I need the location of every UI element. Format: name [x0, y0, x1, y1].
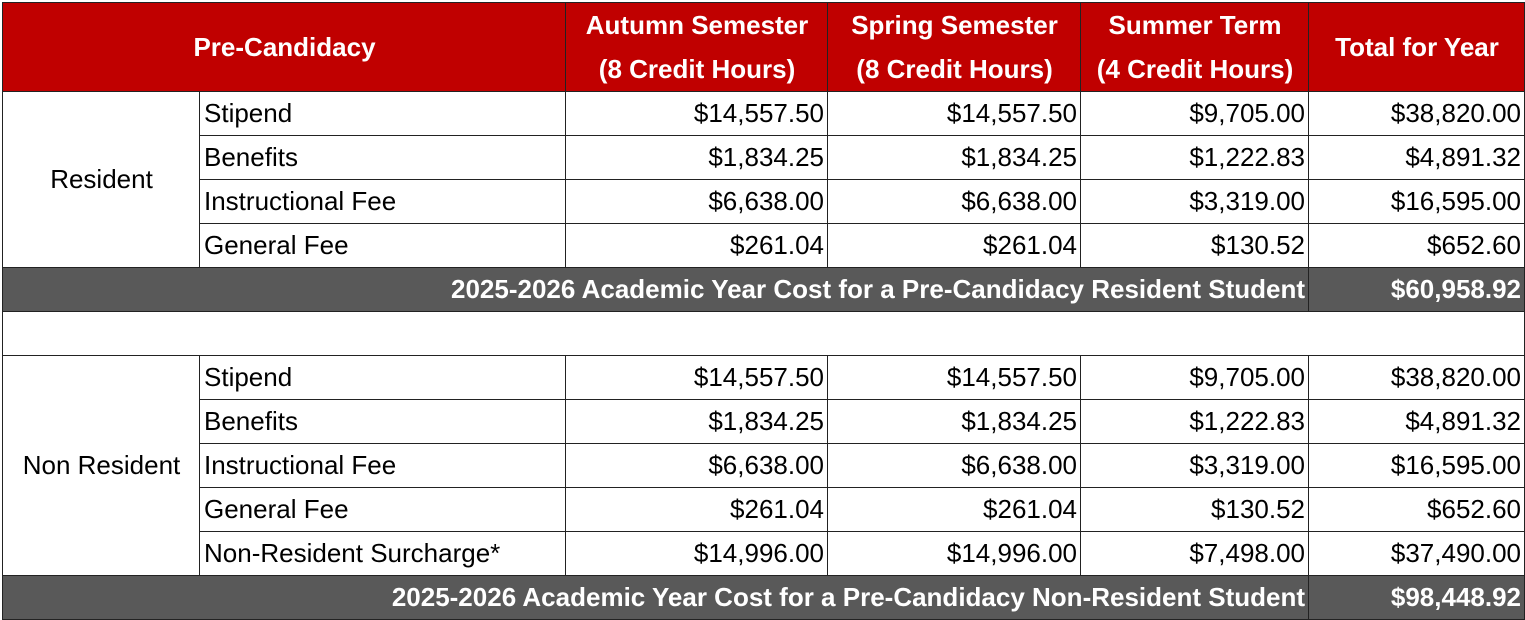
total-value: $652.60: [1309, 224, 1525, 268]
total-value: $4,891.32: [1309, 400, 1525, 444]
spring-value: $261.04: [828, 224, 1081, 268]
total-value: $38,820.00: [1309, 356, 1525, 400]
autumn-value: $6,638.00: [566, 444, 828, 488]
row-label: Non-Resident Surcharge*: [200, 532, 566, 576]
table-row: [3, 532, 1525, 576]
table-row: [3, 136, 1525, 180]
spring-value: $14,557.50: [828, 92, 1081, 136]
header-summer: [1081, 3, 1309, 92]
header-autumn-line2: (8 Credit Hours): [598, 54, 796, 84]
autumn-value: $14,996.00: [566, 532, 828, 576]
summer-value: $130.52: [1081, 488, 1309, 532]
spring-value: $6,638.00: [828, 180, 1081, 224]
table-row: [3, 92, 1525, 136]
row-label: Instructional Fee: [200, 444, 566, 488]
autumn-value: $1,834.25: [566, 400, 828, 444]
row-label: General Fee: [200, 488, 566, 532]
summer-value: $9,705.00: [1081, 92, 1309, 136]
total-value: $4,891.32: [1309, 136, 1525, 180]
summer-value: $1,222.83: [1081, 136, 1309, 180]
table-row: [3, 224, 1525, 268]
row-label: Stipend: [200, 92, 566, 136]
resident-total-row: [3, 268, 1525, 312]
table-row: [3, 444, 1525, 488]
resident-total-value: $60,958.92: [1309, 268, 1525, 312]
summer-value: $3,319.00: [1081, 180, 1309, 224]
non-resident-total-row: [3, 576, 1525, 620]
row-label: Instructional Fee: [200, 180, 566, 224]
total-value: $652.60: [1309, 488, 1525, 532]
spring-value: $14,996.00: [828, 532, 1081, 576]
autumn-value: $6,638.00: [566, 180, 828, 224]
autumn-value: $261.04: [566, 488, 828, 532]
summer-value: $7,498.00: [1081, 532, 1309, 576]
header-summer-line2: (4 Credit Hours): [1096, 54, 1294, 84]
total-value: $38,820.00: [1309, 92, 1525, 136]
resident-total-label: 2025-2026 Academic Year Cost for a Pre-Candidacy Resident Student: [3, 268, 1309, 312]
header-row: [3, 3, 1525, 92]
table-row: [3, 180, 1525, 224]
table-row: [3, 400, 1525, 444]
summer-value: $9,705.00: [1081, 356, 1309, 400]
header-summer-line1: Summer Term: [1108, 10, 1282, 40]
row-label: Benefits: [200, 136, 566, 180]
spring-value: $1,834.25: [828, 400, 1081, 444]
spring-value: $14,557.50: [828, 356, 1081, 400]
autumn-value: $1,834.25: [566, 136, 828, 180]
non-resident-total-value: $98,448.92: [1309, 576, 1525, 620]
row-label: Stipend: [200, 356, 566, 400]
summer-value: $130.52: [1081, 224, 1309, 268]
autumn-value: $261.04: [566, 224, 828, 268]
header-spring-line1: Spring Semester: [851, 10, 1058, 40]
non-resident-group-label: Non Resident: [3, 356, 200, 576]
resident-group-label: Resident: [3, 92, 200, 268]
header-total: Total for Year: [1309, 3, 1525, 92]
spring-value: $6,638.00: [828, 444, 1081, 488]
autumn-value: $14,557.50: [566, 356, 828, 400]
header-spring: [828, 3, 1081, 92]
total-value: $16,595.00: [1309, 444, 1525, 488]
header-pre-candidacy: Pre-Candidacy: [3, 3, 566, 92]
spring-value: $261.04: [828, 488, 1081, 532]
row-label: Benefits: [200, 400, 566, 444]
header-spring-line2: (8 Credit Hours): [856, 54, 1053, 84]
table-row: [3, 488, 1525, 532]
summer-value: $1,222.83: [1081, 400, 1309, 444]
summer-value: $3,319.00: [1081, 444, 1309, 488]
header-autumn-line1: Autumn Semester: [585, 10, 809, 40]
spacer-row: [3, 312, 1525, 356]
header-autumn: [566, 3, 828, 92]
total-value: $16,595.00: [1309, 180, 1525, 224]
cost-table: [2, 2, 1525, 620]
total-value: $37,490.00: [1309, 532, 1525, 576]
spacer-cell: [3, 312, 1525, 356]
autumn-value: $14,557.50: [566, 92, 828, 136]
table-row: [3, 356, 1525, 400]
spring-value: $1,834.25: [828, 136, 1081, 180]
row-label: General Fee: [200, 224, 566, 268]
non-resident-total-label: 2025-2026 Academic Year Cost for a Pre-Candidacy Non-Resident Student: [3, 576, 1309, 620]
